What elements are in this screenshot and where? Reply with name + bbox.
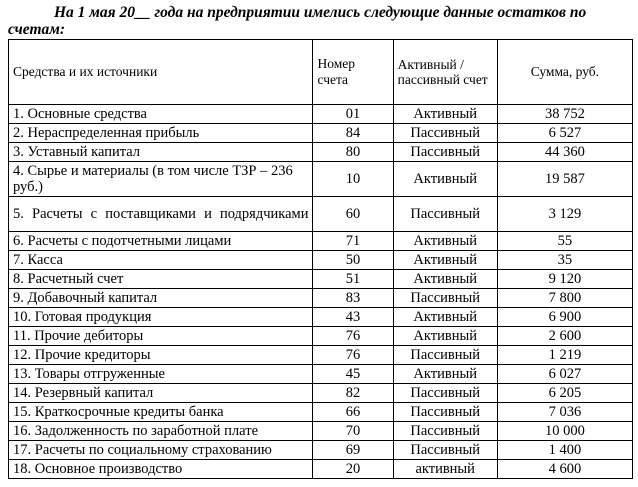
- table-row: [9, 162, 633, 197]
- cell-name: 15. Краткосрочные кредиты банка: [9, 403, 313, 422]
- cell-account: 51: [313, 270, 393, 289]
- cell-name: 3. Уставный капитал: [9, 143, 313, 162]
- cell-account: 01: [313, 105, 393, 124]
- cell-name: 10. Готовая продукция: [9, 308, 313, 327]
- table-row: [9, 124, 633, 143]
- cell-name: 14. Резервный капитал: [9, 384, 313, 403]
- header-account: Номер счета: [313, 40, 393, 105]
- cell-name: 1. Основные средства: [9, 105, 313, 124]
- cell-account: 71: [313, 232, 393, 251]
- cell-type: Пассивный: [393, 289, 497, 308]
- cell-account: 84: [313, 124, 393, 143]
- table-row: [9, 251, 633, 270]
- cell-type: Пассивный: [393, 143, 497, 162]
- cell-name: 6. Расчеты с подотчетными лицами: [9, 232, 313, 251]
- cell-sum: 6 900: [497, 308, 632, 327]
- cell-name: 12. Прочие кредиторы: [9, 346, 313, 365]
- cell-name: 7. Касса: [9, 251, 313, 270]
- cell-type: Пассивный: [393, 384, 497, 403]
- cell-type: Активный: [393, 251, 497, 270]
- cell-type: Пассивный: [393, 422, 497, 441]
- header-sum: Сумма, руб.: [497, 40, 632, 105]
- table-row: [9, 308, 633, 327]
- cell-type: Активный: [393, 365, 497, 384]
- table-row: [9, 441, 633, 460]
- cell-type: Активный: [393, 162, 497, 197]
- cell-account: 45: [313, 365, 393, 384]
- table-row: [9, 384, 633, 403]
- cell-name: 2. Нераспределенная прибыль: [9, 124, 313, 143]
- cell-type: Активный: [393, 308, 497, 327]
- cell-name: 16. Задолженность по заработной плате: [9, 422, 313, 441]
- cell-sum: 55: [497, 232, 632, 251]
- table-row: [9, 422, 633, 441]
- cell-type: Пассивный: [393, 441, 497, 460]
- cell-sum: 7 036: [497, 403, 632, 422]
- balance-table: [8, 39, 633, 479]
- table-row: [9, 403, 633, 422]
- cell-name: 13. Товары отгруженные: [9, 365, 313, 384]
- cell-account: 69: [313, 441, 393, 460]
- table-row: [9, 327, 633, 346]
- cell-account: 10: [313, 162, 393, 197]
- cell-sum: 19 587: [497, 162, 632, 197]
- cell-sum: 9 120: [497, 270, 632, 289]
- cell-sum: 35: [497, 251, 632, 270]
- cell-name: 8. Расчетный счет: [9, 270, 313, 289]
- cell-sum: 6 027: [497, 365, 632, 384]
- cell-account: 83: [313, 289, 393, 308]
- cell-account: 76: [313, 327, 393, 346]
- cell-account: 60: [313, 197, 393, 232]
- header-type: Активный / пассивный счет: [393, 40, 497, 105]
- cell-account: 82: [313, 384, 393, 403]
- cell-sum: 38 752: [497, 105, 632, 124]
- table-header-row: [9, 40, 633, 105]
- table-row: [9, 289, 633, 308]
- page-heading: На 1 мая 20__ года на предприятии имелись следующие данные остатков по счетам:: [8, 4, 587, 38]
- cell-name: 18. Основное производство: [9, 460, 313, 479]
- cell-type: Активный: [393, 232, 497, 251]
- cell-type: Пассивный: [393, 346, 497, 365]
- cell-type: Активный: [393, 327, 497, 346]
- cell-sum: 6 205: [497, 384, 632, 403]
- table-row: [9, 346, 633, 365]
- cell-account: 20: [313, 460, 393, 479]
- cell-type: Активный: [393, 270, 497, 289]
- cell-account: 76: [313, 346, 393, 365]
- cell-name: 17. Расчеты по социальному страхованию: [9, 441, 313, 460]
- cell-type: Пассивный: [393, 197, 497, 232]
- cell-account: 43: [313, 308, 393, 327]
- cell-type: Пассивный: [393, 124, 497, 143]
- cell-name: 5. Расчеты с поставщиками и подрядчиками: [9, 197, 313, 232]
- cell-account: 66: [313, 403, 393, 422]
- cell-sum: 2 600: [497, 327, 632, 346]
- cell-sum: 3 129: [497, 197, 632, 232]
- cell-type: Пассивный: [393, 403, 497, 422]
- table-row: [9, 232, 633, 251]
- table-row: [9, 197, 633, 232]
- cell-name: 4. Сырье и материалы (в том числе ТЗР – 236 руб.): [9, 162, 313, 197]
- header-name: Средства и их источники: [9, 40, 313, 105]
- table-row: [9, 460, 633, 479]
- cell-account: 50: [313, 251, 393, 270]
- cell-sum: 4 600: [497, 460, 632, 479]
- cell-name: 11. Прочие дебиторы: [9, 327, 313, 346]
- cell-sum: 6 527: [497, 124, 632, 143]
- table-row: [9, 365, 633, 384]
- cell-name: 9. Добавочный капитал: [9, 289, 313, 308]
- table-row: [9, 105, 633, 124]
- table-row: [9, 270, 633, 289]
- cell-account: 80: [313, 143, 393, 162]
- cell-sum: 10 000: [497, 422, 632, 441]
- cell-sum: 44 360: [497, 143, 632, 162]
- cell-sum: 1 400: [497, 441, 632, 460]
- cell-type: активный: [393, 460, 497, 479]
- cell-type: Активный: [393, 105, 497, 124]
- cell-account: 70: [313, 422, 393, 441]
- table-row: [9, 143, 633, 162]
- cell-sum: 1 219: [497, 346, 632, 365]
- cell-sum: 7 800: [497, 289, 632, 308]
